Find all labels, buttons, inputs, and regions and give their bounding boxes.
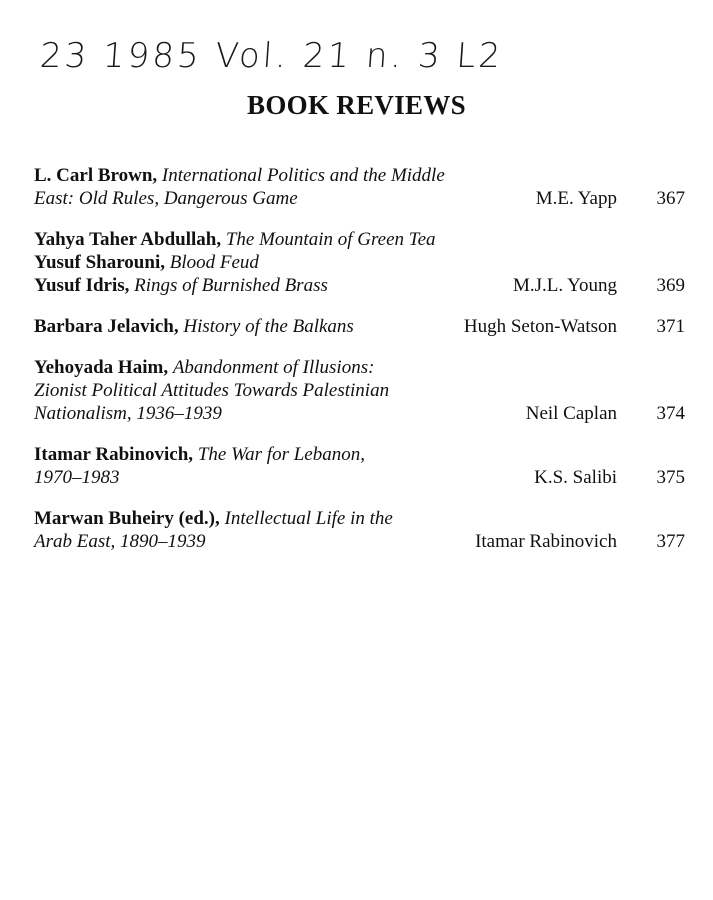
page-title: BOOK REVIEWS <box>247 90 466 120</box>
book-title: Abandonment of Illusions: <box>172 357 375 378</box>
reviewer-name: Itamar Rabinovich <box>475 531 617 552</box>
book-reviews-list <box>34 164 689 571</box>
book-title: East: Old Rules, Dangerous Game <box>34 188 298 209</box>
author-name: Yusuf Idris, <box>34 275 130 296</box>
reviewer-name: Hugh Seton-Watson <box>463 316 617 337</box>
page-number: 367 <box>656 188 685 209</box>
author-name: Yehoyada Haim, <box>34 357 169 378</box>
entry-line <box>34 164 689 187</box>
book-title: Blood Feud <box>169 252 259 273</box>
handwritten-note: 23 1985 Vol. 21 n. 3 L2 <box>38 36 505 76</box>
page-number: 374 <box>656 403 685 424</box>
entry-line <box>34 443 689 466</box>
page-number: 377 <box>656 531 685 552</box>
review-entry <box>34 164 689 210</box>
author-name: Marwan Buheiry (ed.), <box>34 508 220 529</box>
book-title: Arab East, 1890–1939 <box>34 531 206 552</box>
entry-line <box>34 228 689 251</box>
book-title: International Politics and the Middle <box>161 165 445 186</box>
book-title: Nationalism, 1936–1939 <box>34 403 222 424</box>
entry-line <box>34 356 689 379</box>
reviewer-name: M.J.L. Young <box>512 275 617 296</box>
author-name: L. Carl Brown, <box>34 165 158 186</box>
review-entry <box>34 507 689 553</box>
review-entry <box>34 356 689 425</box>
book-title: 1970–1983 <box>34 467 120 488</box>
reviewer-name: Neil Caplan <box>525 403 617 424</box>
author-name: Itamar Rabinovich, <box>34 444 194 465</box>
entry-line <box>34 507 689 530</box>
book-title: Rings of Burnished Brass <box>134 275 328 296</box>
entry-line <box>34 379 689 402</box>
page-number: 369 <box>656 275 685 296</box>
book-title: Zionist Political Attitudes Towards Palestinian <box>34 380 390 401</box>
book-title: The War for Lebanon, <box>197 444 365 465</box>
review-entry <box>34 443 689 489</box>
page-number: 371 <box>656 316 685 337</box>
review-entry <box>34 315 689 338</box>
reviewer-name: K.S. Salibi <box>534 467 617 488</box>
book-title: The Mountain of Green Tea <box>225 229 436 250</box>
author-name: Yusuf Sharouni, <box>34 252 165 273</box>
author-name: Barbara Jelavich, <box>34 316 179 337</box>
entry-line <box>34 251 689 274</box>
page-number: 375 <box>656 467 685 488</box>
author-name: Yahya Taher Abdullah, <box>34 229 222 250</box>
book-title: History of the Balkans <box>183 316 354 337</box>
reviewer-name: M.E. Yapp <box>535 188 617 209</box>
book-title: Intellectual Life in the <box>224 508 393 529</box>
review-entry <box>34 228 689 297</box>
